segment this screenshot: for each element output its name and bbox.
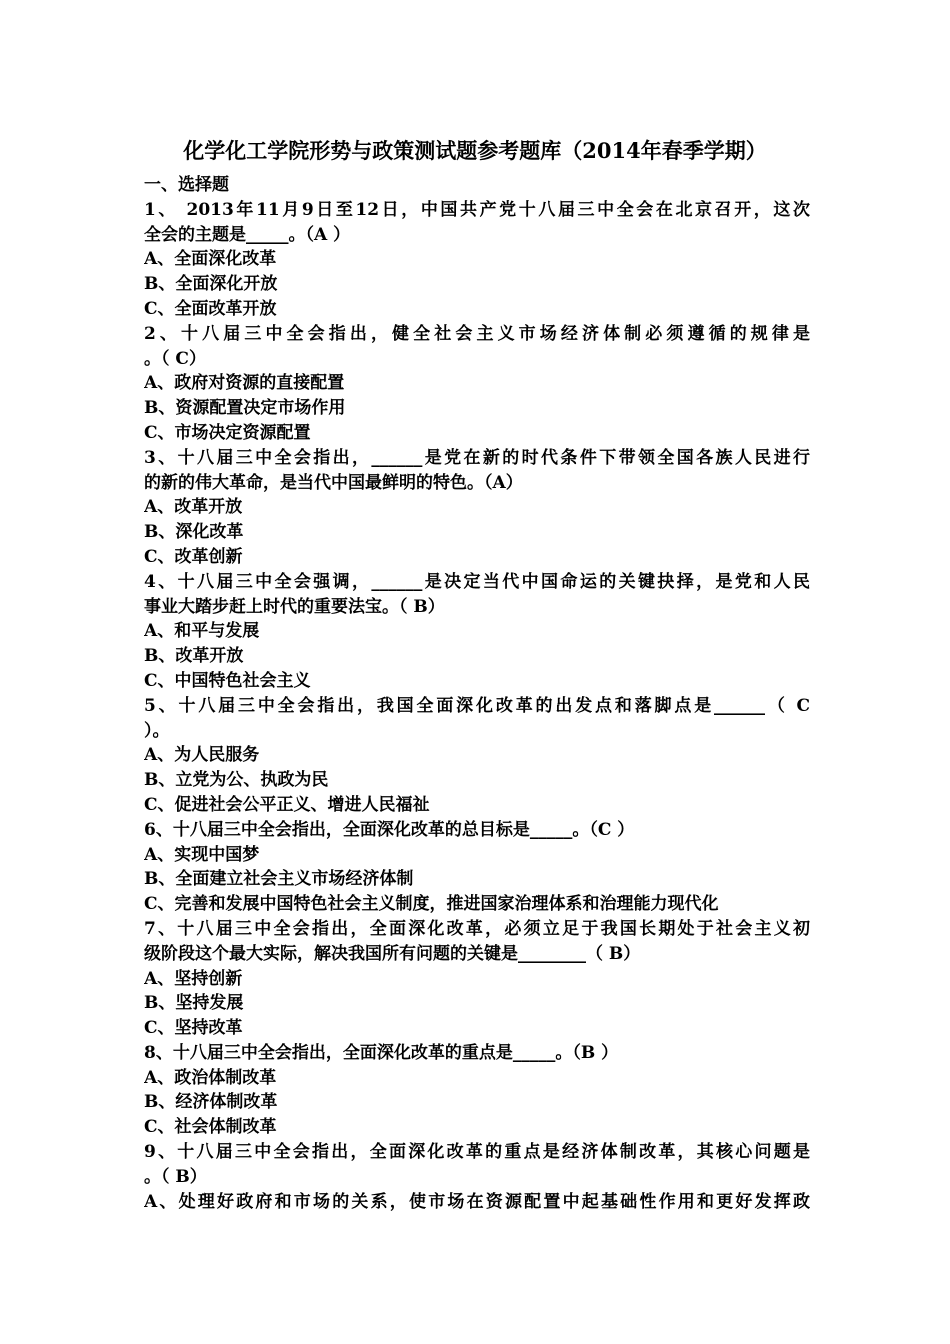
text-line: 7、十八届三中全会指出，全面深化改革，必须立足于我国长期处于社会主义初 xyxy=(144,918,810,939)
text-line: 级阶段这个最大实际，解决我国所有问题的关键是________（ B） xyxy=(144,943,641,964)
text-line: C、市场决定资源配置 xyxy=(144,422,311,443)
text-line: 全会的主题是_____。（A ） xyxy=(144,224,351,245)
text-line: 事业大踏步赶上时代的重要法宝。（ B） xyxy=(144,596,445,617)
text-line: 一、选择题 xyxy=(144,175,229,195)
text-line: B、改革开放 xyxy=(144,646,244,667)
text-line: 9、十八届三中全会指出，全面深化改革的重点是经济体制改革，其核心问题是 xyxy=(144,1142,810,1163)
text-line: B、全面深化开放 xyxy=(144,274,278,295)
text-line: C、社会体制改革 xyxy=(144,1117,277,1138)
document-title: 化学化工学院形势与政策测试题参考题库（2014年春季学期） xyxy=(183,138,767,163)
text-line: A、和平与发展 xyxy=(144,621,260,642)
text-line: 6、十八届三中全会指出，全面深化改革的总目标是_____。（C ） xyxy=(144,819,635,840)
text-line: C、促进社会公平正义、增进人民福祉 xyxy=(144,794,430,815)
text-line: A、为人民服务 xyxy=(144,745,260,766)
text-line: 8、十八届三中全会指出，全面深化改革的重点是_____。（B ） xyxy=(144,1042,619,1063)
text-line: 。（ B） xyxy=(144,1166,207,1187)
text-line: B、立党为公、执政为民 xyxy=(144,770,329,791)
text-line: 4、十八届三中全会强调，______是决定当代中国命运的关键抉择，是党和人民 xyxy=(144,571,810,592)
text-line: B、资源配置决定市场作用 xyxy=(144,398,346,419)
text-line: C、完善和发展中国特色社会主义制度，推进国家治理体系和治理能力现代化 xyxy=(144,894,719,915)
text-line: A、坚持创新 xyxy=(144,968,243,989)
text-line: A、全面深化改革 xyxy=(144,249,277,270)
text-line: 。（ C） xyxy=(144,348,206,369)
text-line: A、改革开放 xyxy=(144,497,243,518)
text-line: 1、 2013年11月9日至12日，中国共产党十八届三中全会在北京召开，这次 xyxy=(144,199,810,220)
text-line: B、坚持发展 xyxy=(144,993,244,1014)
question-list xyxy=(144,173,810,1214)
text-line: A、处理好政府和市场的关系，使市场在资源配置中起基础性作用和更好发挥政 xyxy=(144,1191,810,1212)
text-line: ）。 xyxy=(144,720,170,741)
text-line: A、实现中国梦 xyxy=(144,844,260,865)
text-line: 的新的伟大革命，是当代中国最鲜明的特色。（A） xyxy=(144,472,523,493)
text-line: B、深化改革 xyxy=(144,522,244,543)
text-line: C、中国特色社会主义 xyxy=(144,670,311,691)
text-line: C、坚持改革 xyxy=(144,1018,243,1039)
text-line: B、经济体制改革 xyxy=(144,1092,278,1113)
text-line: A、政府对资源的直接配置 xyxy=(144,373,345,394)
text-line: 3、十八届三中全会指出，______是党在新的时代条件下带领全国各族人民进行 xyxy=(144,447,810,468)
text-line: C、改革创新 xyxy=(144,546,243,567)
text-line: 2、十八届三中全会指出，健全社会主义市场经济体制必须遵循的规律是 xyxy=(144,323,810,344)
text-line: C、全面改革开放 xyxy=(144,298,277,319)
text-line: A、政治体制改革 xyxy=(144,1067,277,1088)
text-line: B、全面建立社会主义市场经济体制 xyxy=(144,869,414,890)
text-line: 5、十八届三中全会指出，我国全面深化改革的出发点和落脚点是______（ C xyxy=(144,695,810,716)
